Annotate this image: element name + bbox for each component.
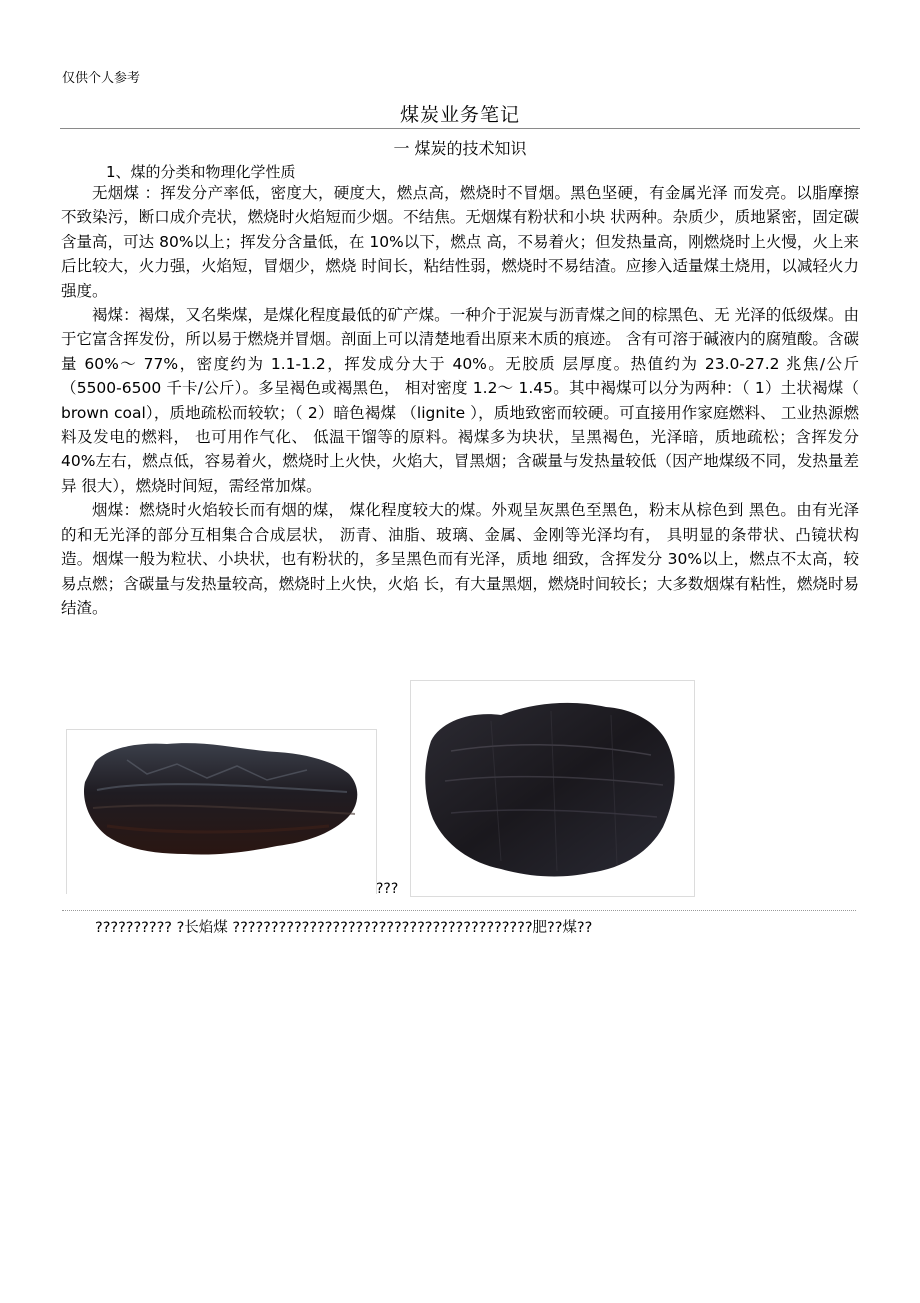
figure-label: ??? [376, 881, 399, 897]
figure-caption: ?????????? ?长焰煤 ???????????????????????????????????????肥??煤?? [95, 920, 593, 936]
paragraph-anthracite: 无烟煤 ：挥发分产率低，密度大，硬度大，燃点高，燃烧时不冒烟。黑色坚硬，有金属光泽 而发亮。以脂摩擦不致染污，断口成介壳状，燃烧时火焰短而少烟。不结焦。无烟煤有粉状和小块 状两种。杂质少，质地紧密，固定碳含量高，可达 80%以上；挥发分含量低，在 10%以下，燃点 高，不易着火；但发热量高，刚燃烧时上火慢，火上来后比较大，火力强，火焰短，冒烟少，燃烧 时间长，粘结性弱，燃烧时不易结渣。应掺入适量煤土烧用，以减轻火力强度。 [61, 184, 859, 300]
paragraph-bituminous: 烟煤：燃烧时火焰较长而有烟的煤， 煤化程度较大的煤。外观呈灰黑色至黑色，粉末从棕色到 黑色。由有光泽的和无光泽的部分互相集合合成层状， 沥青、油脂、玻璃、金属、金刚等光泽均有， 具明显的条带状、凸镜状构造。烟煤一般为粒状、小块状，也有粉状的，多呈黑色而有光泽，质地 细致，含挥发分 30%以上，燃点不太高，较易点燃；含碳量与发热量较高，燃烧时上火快，火焰 长，有大量黑烟，燃烧时间较长；大多数烟煤有粘性，燃烧时易结渣。 [61, 501, 859, 617]
paragraph-lignite: 褐煤：褐煤，又名柴煤，是煤化程度最低的矿产煤。一种介于泥炭与沥青煤之间的棕黑色、无 光泽的低级煤。由于它富含挥发份，所以易于燃烧并冒烟。剖面上可以清楚地看出原来木质的痕迹。 含有可溶于碱液内的腐殖酸。含碳量 60%～ 77%，密度约为 1.1-1.2，挥发成分大于 40%。无胶质 层厚度。热值约为 23.0-27.2 兆焦/公斤（5500-6500 千卡/公斤）。多呈褐色或褐黑色， 相对密度 1.2～ 1.45。其中褐煤可以分为两种：（ 1）土状褐煤（ brown coal），质地疏松而较软；（ 2）暗色褐煤 （lignite ），质地致密而较硬。可直接用作家庭燃料、 工业热源燃料及发电的燃料， 也可用作气化、 低温干馏等的原料。褐煤多为块状，呈黑褐色，光泽暗，质地疏松；含挥发分 40%左右，燃点低，容易着火，燃烧时上火快，火焰大，冒黑烟；含碳量与发热量较低（因产地煤级不同，发热量差异 很大），燃烧时间短，需经常加煤。 [61, 306, 859, 495]
coal-photo-left [66, 729, 377, 894]
section-heading: 一 煤炭的技术知识 [393, 139, 527, 158]
title-divider [60, 128, 860, 129]
document-title: 煤炭业务笔记 [399, 104, 520, 126]
body-text [61, 181, 859, 620]
coal-photo-right [410, 680, 695, 897]
dotted-divider [62, 910, 856, 911]
subsection-heading: 1、煤的分类和物理化学性质 [106, 163, 296, 181]
page-note: 仅供个人参考 [62, 71, 141, 86]
